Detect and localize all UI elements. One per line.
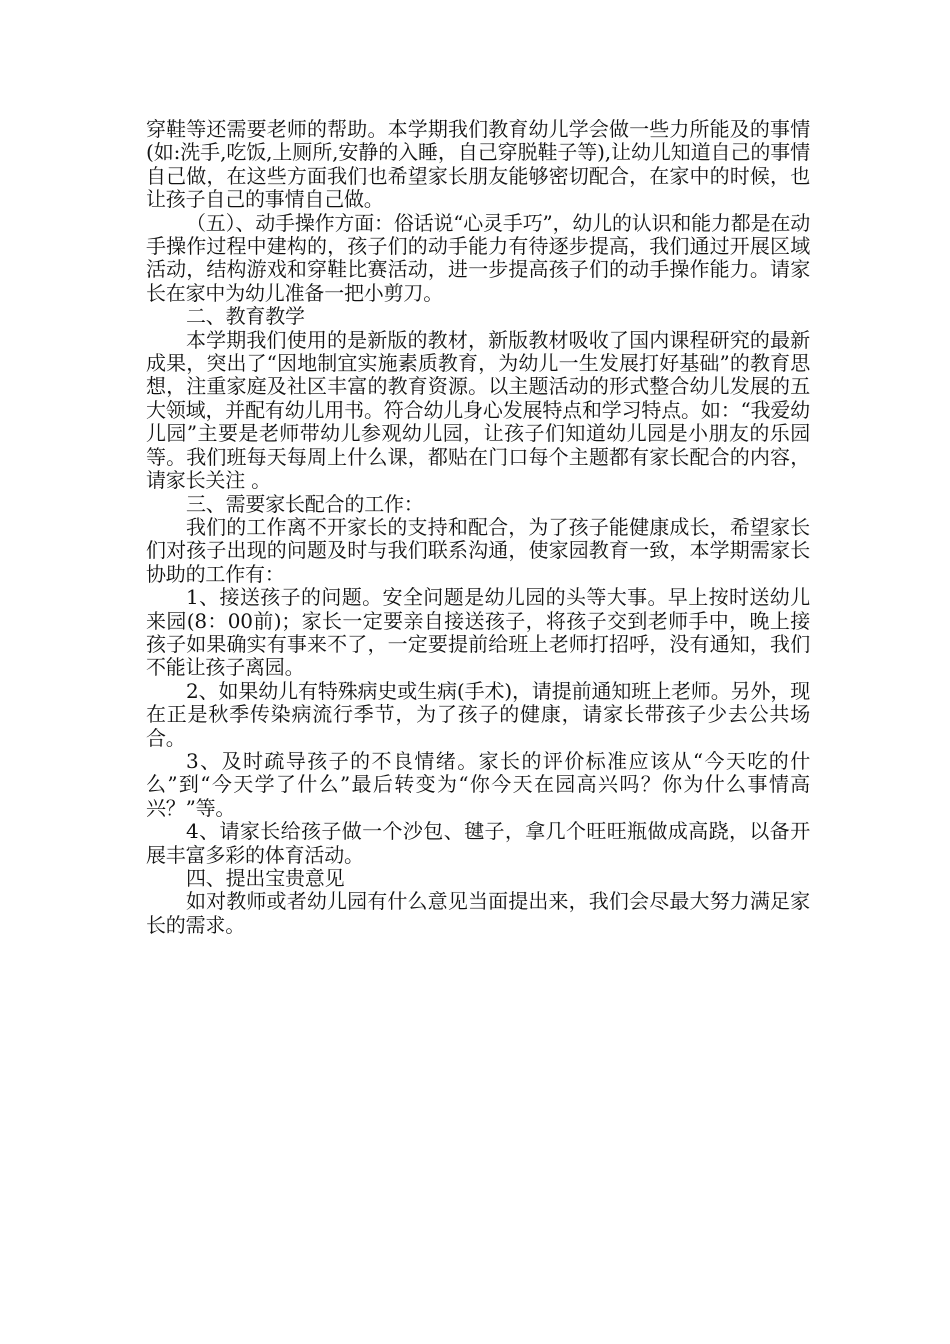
list-item-emotions: 3、及时疏导孩子的不良情绪。家长的评价标准应该从“今天吃的什么”到“今天学了什么”最后转变为“你今天在园高兴吗？你为什么事情高兴？”等。 (146, 748, 810, 820)
paragraph-self-care-continued: 穿鞋等还需要老师的帮助。本学期我们教育幼儿学会做一些力所能及的事情(如:洗手,吃饭,上厕所,安静的入睡，自己穿脱鞋子等),让幼儿知道自己的事情自己做，在这些方面我们也希望家长朋友能够密切配合，在家中的时候，也让孩子自己的事情自己做。 (146, 117, 810, 212)
list-item-illness: 2、如果幼儿有特殊病史或生病(手术)，请提前通知班上老师。另外，现在正是秋季传染病流行季节，为了孩子的健康，请家长带孩子少去公共场合。 (146, 678, 810, 750)
list-item-pickup: 1、接送孩子的问题。安全问题是幼儿园的头等大事。早上按时送幼儿来园(8：00前)；家长一定要亲自接送孩子，将孩子交到老师手中，晚上接孩子如果确实有事来不了，一定要提前给班上老师打招呼，没有通知，我们不能让孩子离园。 (146, 585, 810, 680)
paragraph-teaching: 本学期我们使用的是新版的教材，新版教材吸收了国内课程研究的最新成果，突出了“因地制宜实施素质教育，为幼儿一生发展打好基础”的教育思想，注重家庭及社区丰富的教育资源。以主题活动的形式整合幼儿发展的五大领域，并配有幼儿用书。符合幼儿身心发展特点和学习特点。如：“我爱幼儿园”主要是老师带幼儿参观幼儿园，让孩子们知道幼儿园是小朋友的乐园等。我们班每天每周上什么课，都贴在门口每个主题都有家长配合的内容，请家长关注 。 (146, 327, 810, 493)
section-heading-suggestions: 四、提出宝贵意见 (186, 866, 345, 890)
document-body (146, 118, 810, 937)
section-heading-parent-cooperation: 三、需要家长配合的工作： (186, 491, 424, 516)
paragraph-hands-on-skills: （五）、动手操作方面：俗话说“心灵手巧”，幼儿的认识和能力都是在动手操作过程中建构的，孩子们的动手能力有待逐步提高，我们通过开展区域活动，结构游戏和穿鞋比赛活动，进一步提高孩子们的动手操作能力。请家长在家中为幼儿准备一把小剪刀。 (146, 210, 810, 305)
section-heading-teaching: 二、教育教学 (186, 304, 305, 329)
paragraph-suggestions: 如对教师或者幼儿园有什么意见当面提出来，我们会尽最大努力满足家长的需求。 (146, 889, 810, 937)
list-item-sports-items: 4、请家长给孩子做一个沙包、毽子，拿几个旺旺瓶做成高跷，以备开展丰富多彩的体育活动。 (146, 819, 810, 867)
paragraph-parent-cooperation-intro: 我们的工作离不开家长的支持和配合，为了孩子能健康成长，希望家长们对孩子出现的问题及时与我们联系沟通，使家园教育一致，本学期需家长协助的工作有： (146, 514, 810, 586)
